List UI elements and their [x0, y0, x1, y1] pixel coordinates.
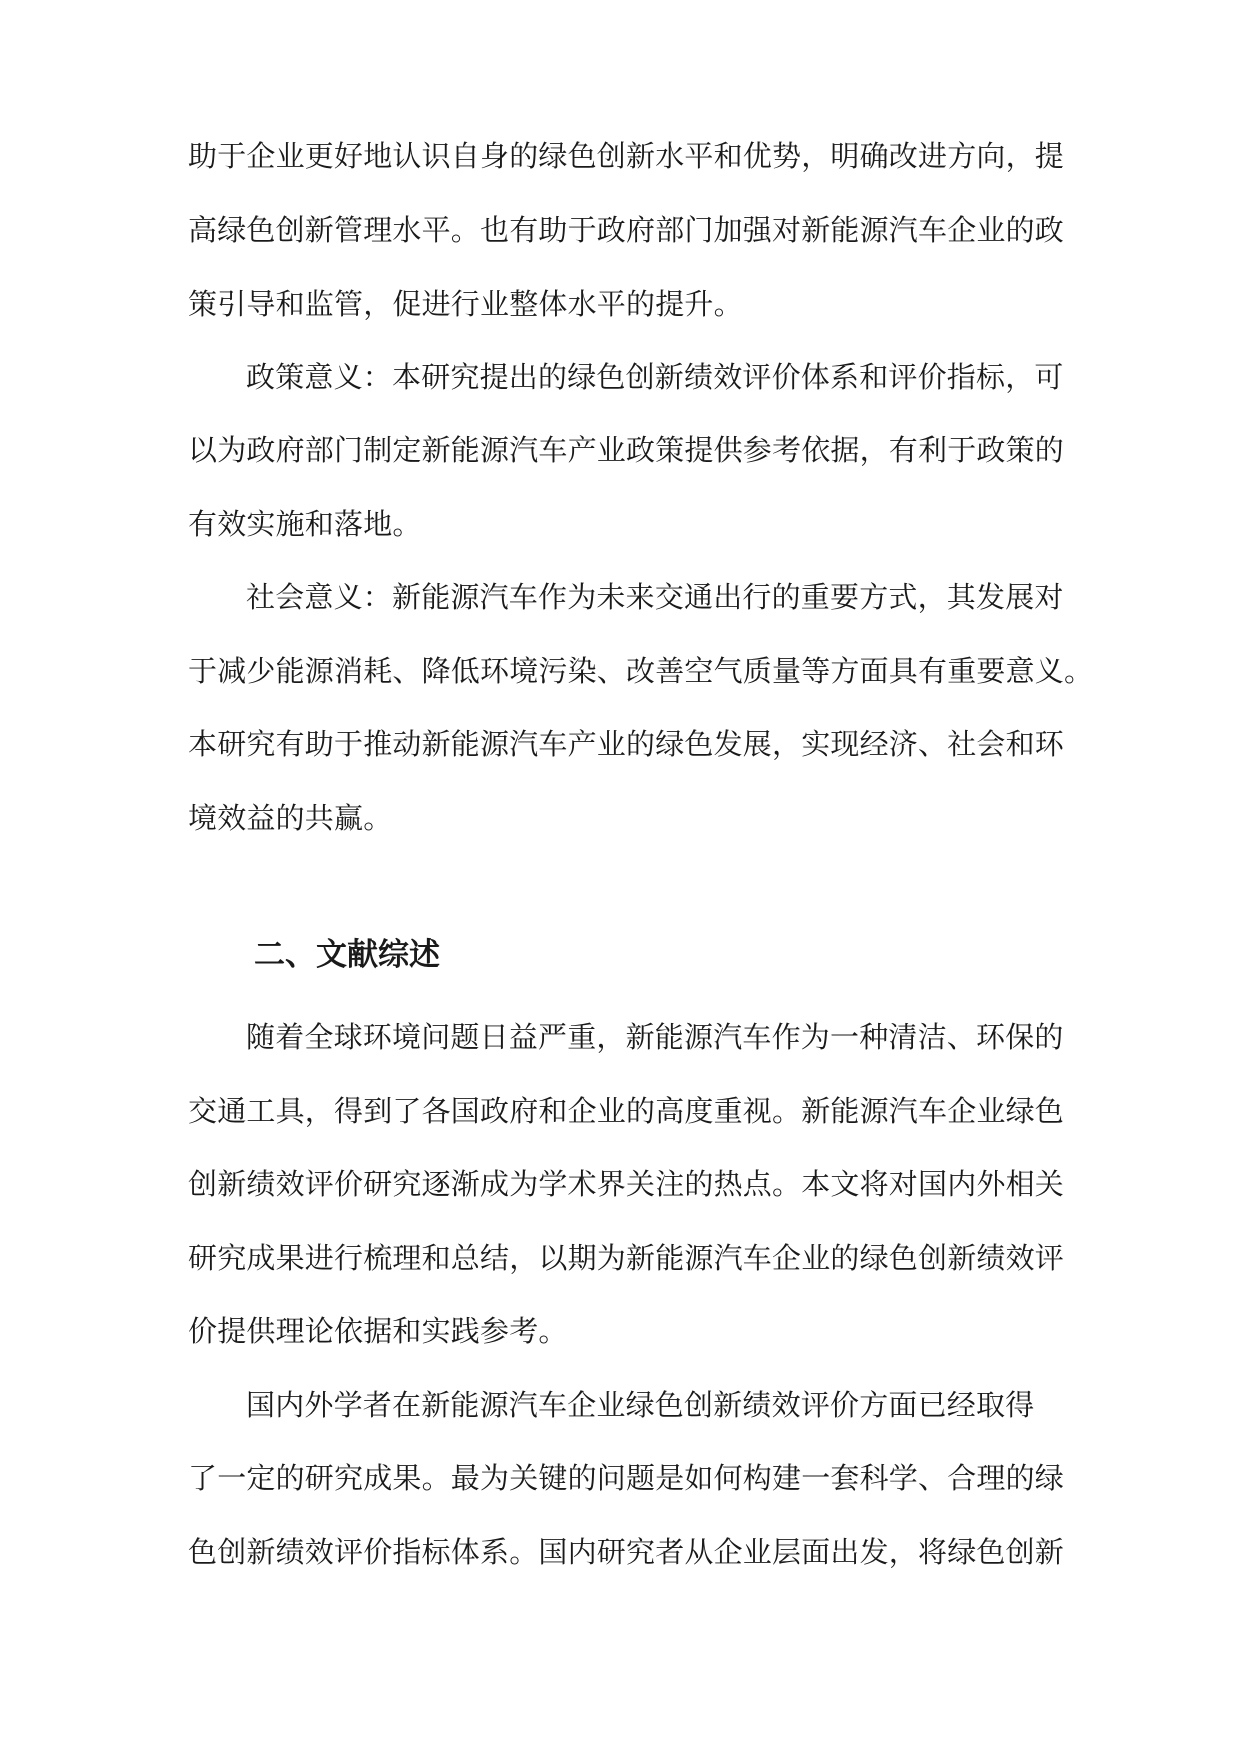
text-line: 助于企业更好地认识自身的绿色创新水平和优势，明确改进方向，提: [188, 139, 1065, 173]
text-line: 于减少能源消耗、降低环境污染、改善空气质量等方面具有重要意义。: [188, 654, 1094, 688]
text-line: 本研究有助于推动新能源汽车产业的绿色发展，实现经济、社会和环: [188, 727, 1065, 761]
text-line: 政策意义：本研究提出的绿色创新绩效评价体系和评价指标，可: [246, 360, 1064, 394]
text-line: 有效实施和落地。: [188, 507, 422, 541]
text-line: 价提供理论依据和实践参考。: [188, 1314, 568, 1348]
text-line: 随着全球环境问题日益严重，新能源汽车作为一种清洁、环保的: [246, 1020, 1064, 1054]
text-line: 社会意义：新能源汽车作为未来交通出行的重要方式，其发展对: [246, 580, 1064, 614]
text-line: 高绿色创新管理水平。也有助于政府部门加强对新能源汽车企业的政: [188, 213, 1065, 247]
text-line: 策引导和监管，促进行业整体水平的提升。: [188, 287, 743, 321]
text-line: 以为政府部门制定新能源汽车产业政策提供参考依据，有利于政策的: [188, 433, 1065, 467]
section-heading: 二、文献综述: [254, 937, 440, 973]
text-line: 交通工具，得到了各国政府和企业的高度重视。新能源汽车企业绿色: [188, 1094, 1065, 1128]
text-line: 研究成果进行梳理和总结，以期为新能源汽车企业的绿色创新绩效评: [188, 1241, 1065, 1275]
text-line: 国内外学者在新能源汽车企业绿色创新绩效评价方面已经取得: [246, 1388, 1035, 1422]
text-line: 了一定的研究成果。最为关键的问题是如何构建一套科学、合理的绿: [188, 1461, 1065, 1495]
text-line: 创新绩效评价研究逐渐成为学术界关注的热点。本文将对国内外相关: [188, 1167, 1065, 1201]
text-line: 境效益的共赢。: [188, 801, 393, 835]
text-line: 色创新绩效评价指标体系。国内研究者从企业层面出发，将绿色创新: [188, 1535, 1065, 1569]
